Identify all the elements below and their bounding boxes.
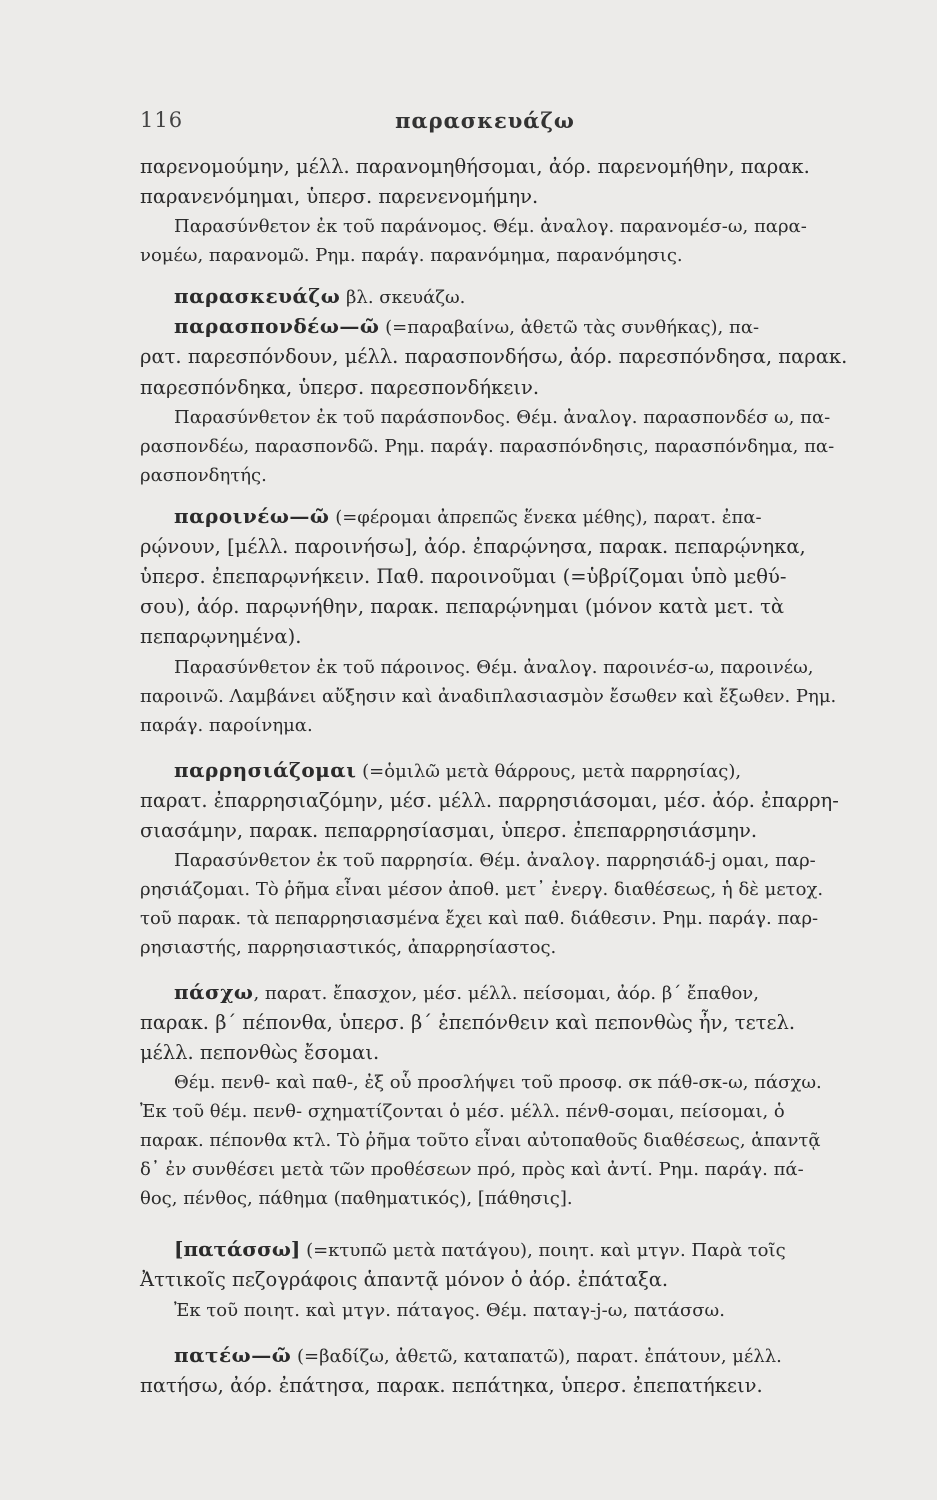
running-head: παρασκευάζω [395,108,575,133]
headword: παροινέω—ῶ [174,503,330,528]
derivation-line: παροινῶ. Λαμβάνει αὔξησιν καὶ ἀναδιπλασιασμὸν ἔσωθεν καὶ ἔξωθεν. Ρημ. [140,685,837,707]
entry-line: σιασάμην, παρακ. πεπαρρησίασμαι, ὑπερσ. ἐπεπαρρησιάσμην. [140,818,758,842]
derivation-line: Παρασύνθετον ἐκ τοῦ πάροινος. Θέμ. ἀναλογ. παροινέσ-ω, παροινέω, [174,656,814,678]
page-number: 116 [140,108,184,132]
derivation-line: τοῦ παρακ. τὰ πεπαρρησιασμένα ἔχει καὶ παθ. διάθεσιν. Ρημ. παράγ. παρ- [140,908,819,930]
entry-line: πεπαρῳνημένα). [140,625,302,649]
entry-line: παρεσπόνδηκα, ὑπερσ. παρεσπονδήκειν. [140,375,540,399]
derivation-line: ρησιαστής, παρρησιαστικός, ἀπαρρησίαστος. [140,937,557,959]
entry-parrhesiazomai [140,756,912,962]
derivation-line: παράγ. παροίνημα. [140,714,313,736]
entry-line: (=φέρομαι ἀπρεπῶς ἕνεκα μέθης), παρατ. ἐπα- [335,506,762,528]
entry-pascho [140,978,912,1213]
entry-line: πατήσω, ἀόρ. ἐπάτησα, παρακ. πεπάτηκα, ὑπερσ. ἐπεπατήκειν. [140,1373,763,1397]
derivation-line: ρασπονδέω, παρασπονδῶ. Ρημ. παράγ. παρασπόνδησις, παρασπόνδημα, πα- [140,435,835,457]
entry-line: (=βαδίζω, ἀθετῶ, καταπατῶ), παρατ. ἐπάτουν, μέλλ. [296,1345,782,1367]
derivation-line: νομέω, παρανομῶ. Ρημ. παράγ. παρανόμημα, παρανόμησις. [140,245,683,267]
entry-line: παρενομούμην, μέλλ. παρανομηθήσομαι, ἀόρ. παρενομήθην, παρακ. [140,155,810,178]
entry-line: ρατ. παρεσπόνδουν, μέλλ. παρασπονδήσω, ἀόρ. παρεσπόνδησα, παρακ. [140,345,848,369]
entry-line: ὑπερσ. ἐπεπαρῳνήκειν. Παθ. παροινοῦμαι (=ὑβρίζομαι ὑπὸ μεθύ- [140,565,787,589]
headword: παρασκευάζω [174,284,341,309]
headword: πατέω—ῶ [174,1342,292,1367]
entry-line: παρανενόμημαι, ὑπερσ. παρενενομήμην. [140,185,539,209]
derivation-line: θος, πένθος, πάθημα (παθηματικός), [πάθησις]. [140,1188,573,1210]
derivation-line: Παρασύνθετον ἐκ τοῦ παρρησία. Θέμ. ἀναλογ. παρρησιάδ-j ομαι, παρ- [174,850,816,872]
entry-line: (=κτυπῶ μετὰ πατάγου), ποιητ. καὶ μτγν. Παρὰ τοῖς [306,1240,786,1262]
entry-line: μέλλ. πεπονθὼς ἔσομαι. [140,1041,380,1065]
entry-line: σου), ἀόρ. παρῳνήθην, παρακ. πεπαρῴνημαι (μόνον κατὰ μετ. τὰ [140,595,785,619]
entry-line: Ἀττικοῖς πεζογράφοις ἁπαντᾷ μόνον ὁ ἀόρ. ἐπάταξα. [140,1268,669,1292]
entry-paraspondeo [140,312,912,489]
entry-line: παρατ. ἐπαρρησιαζόμην, μέσ. μέλλ. παρρησιάσομαι, μέσ. ἀόρ. ἐπαρρη- [140,788,839,812]
derivation-line: παρακ. πέπονθα κτλ. Τὸ ῥῆμα τοῦτο εἶναι αὐτοπαθοῦς διαθέσεως, ἁπαντᾷ [140,1130,821,1152]
entry-line: ρῴνουν, [μέλλ. παροινήσω], ἀόρ. ἐπαρῴνησα, παρακ. πεπαρῴνηκα, [140,534,806,558]
entry-line: (=παραβαίνω, ἀθετῶ τὰς συνθήκας), πα- [385,317,760,339]
entry-line: βλ. σκευάζω. [346,287,466,309]
headword: παρρησιάζομαι [174,757,357,782]
derivation-line: Ἐκ τοῦ θέμ. πενθ- σχηματίζονται ὁ μέσ. μέλλ. πένθ-σομαι, πείσομαι, ὁ [140,1101,785,1123]
entry-line: παρακ. β΄ πέπονθα, ὑπερσ. β΄ ἐπεπόνθειν καὶ πεπονθὼς ἦν, τετελ. [140,1011,796,1035]
derivation-line: Παρασύνθετον ἐκ τοῦ παράνομος. Θέμ. ἀναλογ. παρανομέσ-ω, παρα- [174,216,807,238]
entry-paraskeuazo [140,282,912,312]
entry-pateo [140,1341,912,1401]
derivation-line: Παρασύνθετον ἐκ τοῦ παράσπονδος. Θέμ. ἀναλογ. παρασπονδέσ ω, πα- [174,406,831,428]
entry-paroineo [140,502,912,740]
headword: [πατάσσω] [174,1237,301,1262]
entry-paranomo [140,152,912,270]
derivation-line: ρασπονδητής. [140,464,267,486]
page-header [140,108,910,148]
page-content [140,152,912,1401]
headword: παρασπονδέω—ῶ [174,314,380,339]
headword: πάσχω [174,980,254,1005]
entry-line: , παρατ. ἔπασχον, μέσ. μέλλ. πείσομαι, ἀόρ. β΄ ἔπαθον, [253,983,759,1005]
derivation-line: Θέμ. πενθ- καὶ παθ-, ἐξ οὗ προσλήψει τοῦ προσφ. σκ πάθ-σκ-ω, πάσχω. [174,1072,822,1094]
derivation-line: Ἐκ τοῦ ποιητ. καὶ μτγν. πάταγος. Θέμ. παταγ-j-ω, πατάσσω. [174,1299,725,1321]
entry-patasso [140,1235,912,1324]
entry-line: (=ὁμιλῶ μετὰ θάρρους, μετὰ παρρησίας), [362,760,742,782]
derivation-line: ρησιάζομαι. Τὸ ῥῆμα εἶναι μέσον ἀποθ. μετ᾽ ἐνεργ. διαθέσεως, ἡ δὲ μετοχ. [140,879,824,901]
derivation-line: δ᾽ ἐν συνθέσει μετὰ τῶν προθέσεων πρό, πρὸς καὶ ἀντί. Ρημ. παράγ. πά- [140,1159,804,1181]
